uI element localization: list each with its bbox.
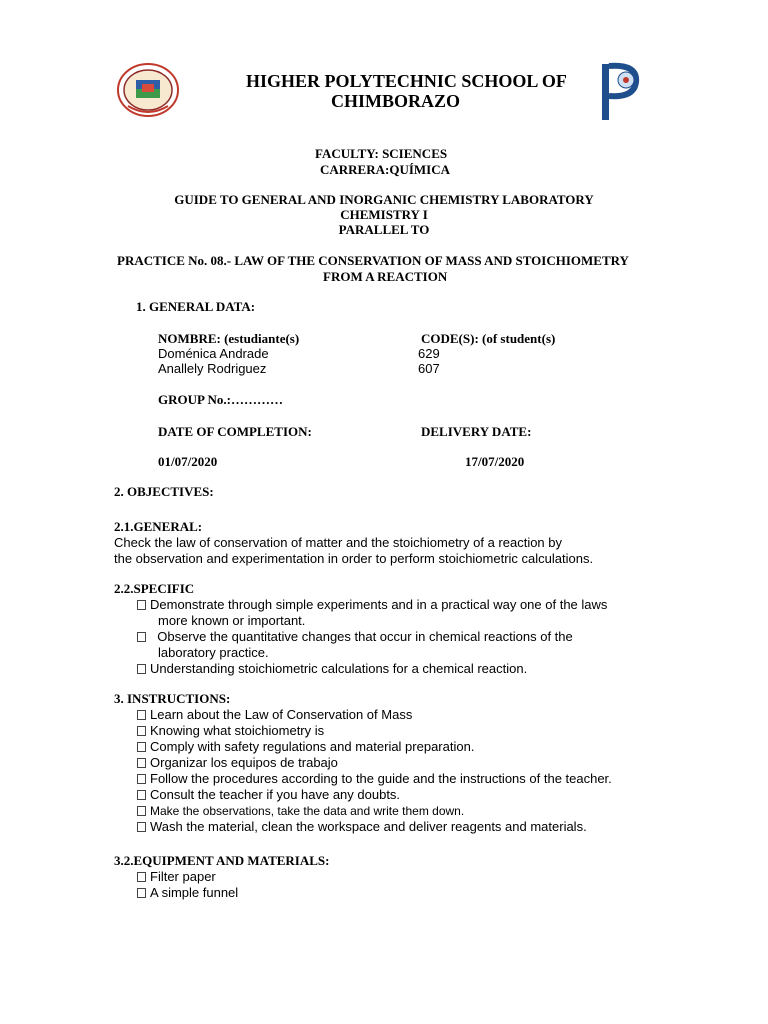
list-item-continuation: laboratory practice. — [158, 645, 269, 660]
student-code: 629 — [418, 346, 440, 361]
list-item: Observe the quantitative changes that occur in chemical reactions of the — [137, 629, 573, 645]
list-item-continuation: more known or important. — [158, 613, 306, 628]
guide-title-line3: PARALLEL TO — [338, 222, 430, 237]
bullet-icon — [137, 600, 146, 610]
equipment-list — [137, 869, 238, 901]
practice-title-line1: PRACTICE No. 08.- LAW OF THE CONSERVATION OF MASS AND STOICHIOMETRY — [117, 253, 629, 268]
list-item: Organizar los equipos de trabajo — [137, 755, 612, 771]
guide-title-line1: GUIDE TO GENERAL AND INORGANIC CHEMISTRY LABORATORY — [174, 192, 594, 207]
list-item: Consult the teacher if you have any doubts. — [137, 787, 612, 803]
student-name: Anallely Rodriguez — [158, 361, 267, 376]
practice-title-line2: FROM A REACTION — [323, 269, 448, 284]
bullet-icon — [137, 872, 146, 882]
delivery-date-label: DELIVERY DATE: — [421, 424, 532, 439]
equipment-heading: 3.2.EQUIPMENT AND MATERIALS: — [114, 853, 330, 868]
general-data-heading: 1. GENERAL DATA: — [136, 299, 256, 314]
list-item: Make the observations, take the data and write them down. — [137, 803, 612, 819]
bullet-icon — [137, 888, 146, 898]
list-item: Understanding stoichiometric calculations for a chemical reaction. — [137, 661, 527, 677]
bullet-icon — [137, 822, 146, 832]
group-number: GROUP No.:………… — [158, 392, 283, 407]
completion-date-label: DATE OF COMPLETION: — [158, 424, 312, 439]
student-code: 607 — [418, 361, 440, 376]
instructions-heading: 3. INSTRUCTIONS: — [114, 691, 231, 706]
faculty: FACULTY: SCIENCES — [315, 146, 448, 161]
school-name-line1: HIGHER POLYTECHNIC SCHOOL OF — [246, 71, 567, 91]
bullet-icon — [137, 632, 146, 642]
faculty-logo — [598, 58, 642, 122]
specific-objectives-heading: 2.2.SPECIFIC — [114, 581, 195, 596]
bullet-icon — [137, 806, 146, 816]
list-item: Wash the material, clean the workspace and deliver reagents and materials. — [137, 819, 612, 835]
objectives-heading: 2. OBJECTIVES: — [114, 484, 214, 499]
name-column-header: NOMBRE: (estudiante(s) — [158, 331, 300, 346]
delivery-date: 17/07/2020 — [465, 454, 525, 469]
list-item: Comply with safety regulations and material preparation. — [137, 739, 612, 755]
general-objective-text: the observation and experimentation in order to perform stoichiometric calculations. — [114, 551, 594, 566]
list-item: Learn about the Law of Conservation of Mass — [137, 707, 612, 723]
bullet-icon — [137, 758, 146, 768]
bullet-icon — [137, 742, 146, 752]
bullet-icon — [137, 726, 146, 736]
list-item: Filter paper — [137, 869, 238, 885]
school-seal-logo — [116, 62, 180, 118]
list-item: Knowing what stoichiometry is — [137, 723, 612, 739]
code-column-header: CODE(S): (of student(s) — [421, 331, 556, 346]
bullet-icon — [137, 710, 146, 720]
general-objective-heading: 2.1.GENERAL: — [114, 519, 203, 534]
list-item: Demonstrate through simple experiments and in a practical way one of the laws — [137, 597, 607, 613]
student-name: Doménica Andrade — [158, 346, 269, 361]
list-item: Follow the procedures according to the guide and the instructions of the teacher. — [137, 771, 612, 787]
general-objective-text: Check the law of conservation of matter and the stoichiometry of a reaction by — [114, 535, 563, 550]
carrera: CARRERA:QUÍMICA — [320, 162, 450, 177]
list-item: A simple funnel — [137, 885, 238, 901]
bullet-icon — [137, 790, 146, 800]
bullet-icon — [137, 664, 146, 674]
instructions-list — [137, 707, 612, 835]
completion-date: 01/07/2020 — [158, 454, 218, 469]
guide-title-line2: CHEMISTRY I — [340, 207, 428, 222]
school-name-line2: CHIMBORAZO — [331, 91, 461, 111]
bullet-icon — [137, 774, 146, 784]
